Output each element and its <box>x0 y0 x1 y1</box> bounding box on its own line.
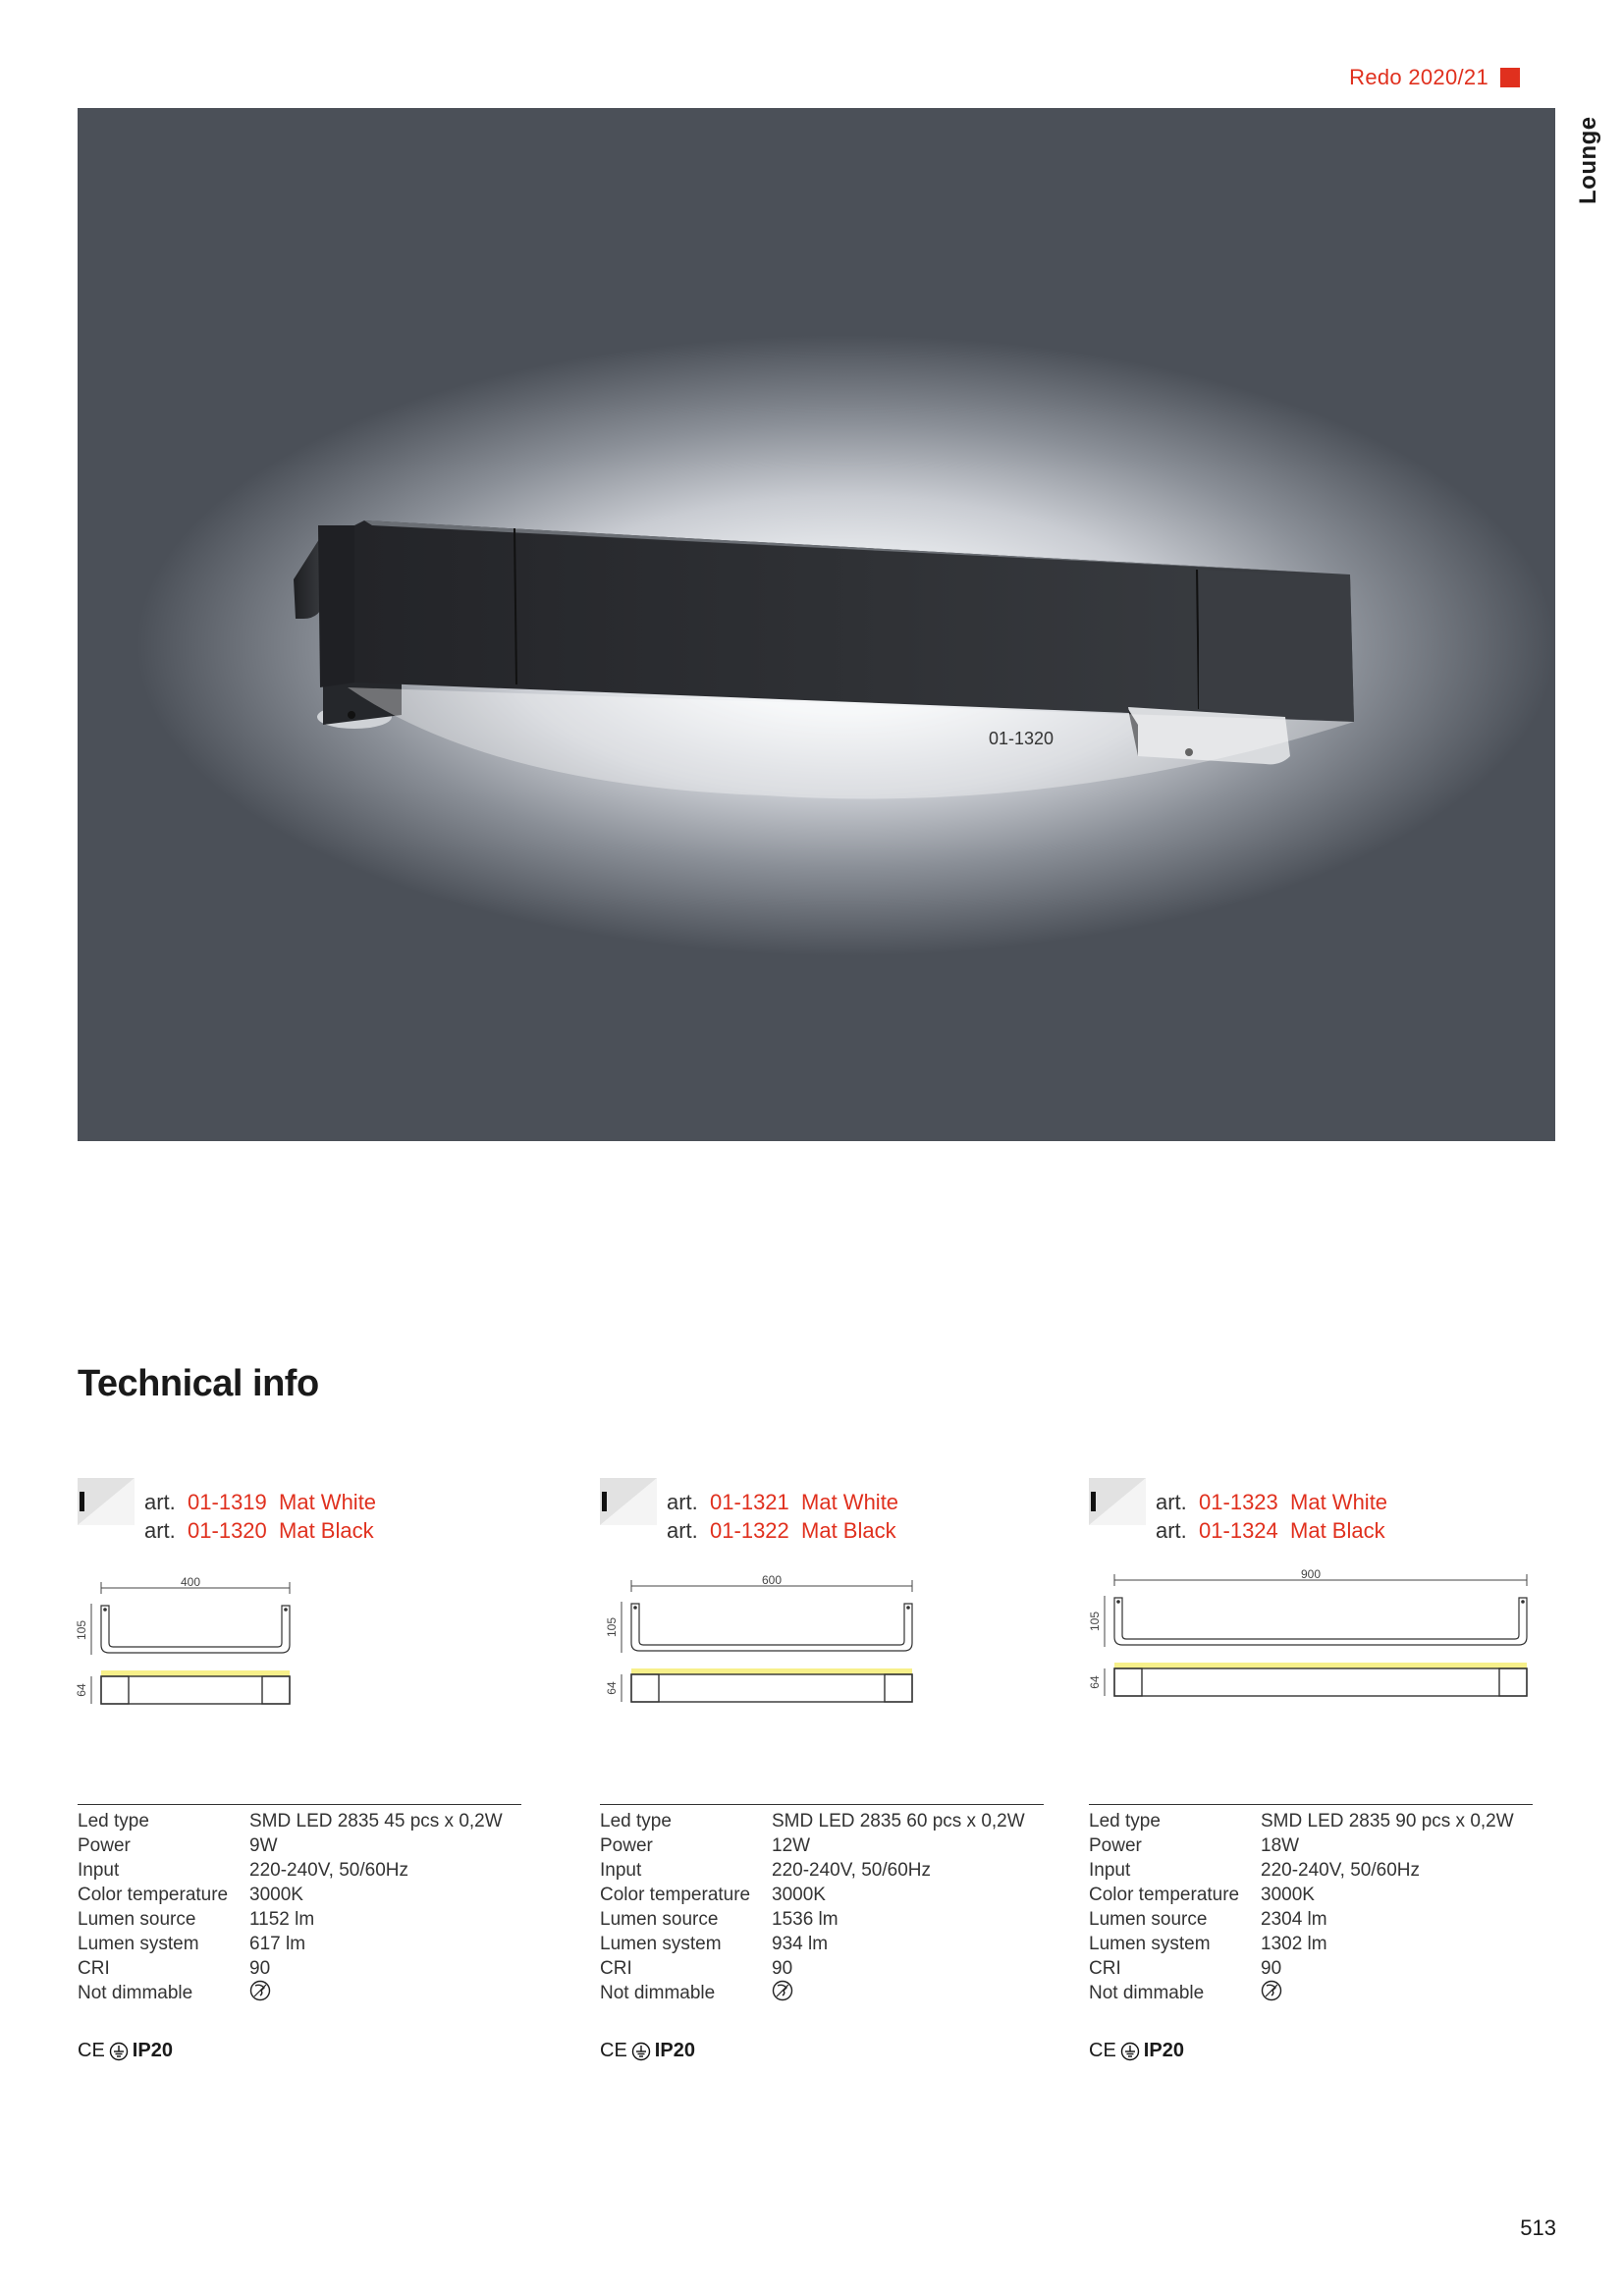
spec-value: SMD LED 2835 60 pcs x 0,2W <box>772 1810 1025 1831</box>
spec-value: 1302 lm <box>1261 1933 1327 1954</box>
spec-value: SMD LED 2835 45 pcs x 0,2W <box>249 1810 503 1831</box>
lamp-illustration <box>78 108 1555 1141</box>
brand-label: Redo 2020/21 <box>1349 65 1488 89</box>
spec-label: Not dimmable <box>1089 1982 1205 2003</box>
section-title: Technical info <box>78 1363 319 1404</box>
spec-label: Power <box>600 1834 653 1856</box>
spec-label: CRI <box>78 1957 110 1979</box>
article-finish: Mat White <box>1290 1490 1388 1514</box>
article-finish: Mat White <box>801 1490 899 1514</box>
spec-label: Lumen source <box>600 1908 719 1930</box>
finish-swatch-icon <box>1089 1478 1146 1525</box>
spec-value: 18W <box>1261 1834 1300 1856</box>
spec-row <box>600 1981 1044 2005</box>
spec-row <box>1089 1956 1533 1981</box>
dim-width: 600 <box>761 1573 783 1587</box>
spec-row <box>78 1833 521 1858</box>
spec-label: Lumen system <box>1089 1933 1211 1954</box>
dim-height: 105 <box>605 1616 619 1638</box>
spec-value: 220-240V, 50/60Hz <box>249 1859 408 1881</box>
certification-marks <box>600 2040 695 2062</box>
spec-row <box>78 1956 521 1981</box>
article-code: 01-1319 <box>188 1490 267 1514</box>
dim-height: 105 <box>1088 1611 1102 1632</box>
spec-label: Not dimmable <box>78 1982 193 2003</box>
spec-label: Led type <box>600 1810 672 1831</box>
spec-row <box>78 1981 521 2005</box>
spec-label: Color temperature <box>78 1884 229 1905</box>
dim-width: 900 <box>1300 1567 1322 1581</box>
spec-row <box>1089 1907 1533 1932</box>
spec-value: 9W <box>249 1834 278 1856</box>
spec-table <box>78 1804 521 2005</box>
dim-width: 400 <box>180 1575 201 1589</box>
spec-value: 90 <box>249 1957 271 1979</box>
ip-rating: IP20 <box>1143 2040 1184 2061</box>
spec-label: Input <box>600 1859 642 1881</box>
article-line <box>144 1516 376 1545</box>
spec-table <box>600 1804 1044 2005</box>
spec-label: Not dimmable <box>600 1982 716 2003</box>
article-line <box>667 1488 898 1516</box>
spec-label: Lumen source <box>1089 1908 1208 1930</box>
article-finish: Mat Black <box>801 1518 896 1543</box>
dimension-drawing <box>600 1573 924 1723</box>
product-photo <box>78 108 1555 1141</box>
spec-value: 934 lm <box>772 1933 829 1954</box>
spec-value: 1152 lm <box>249 1908 315 1930</box>
spec-label: Lumen source <box>78 1908 196 1930</box>
spec-row <box>1089 1858 1533 1883</box>
spec-value: 3000K <box>249 1884 303 1905</box>
dimension-drawing <box>1089 1568 1541 1716</box>
article-prefix: art. <box>1156 1518 1187 1543</box>
dim-depth: 64 <box>75 1683 88 1697</box>
article-prefix: art. <box>667 1518 698 1543</box>
spec-row <box>78 1858 521 1883</box>
article-code: 01-1320 <box>188 1518 267 1543</box>
spec-table <box>1089 1804 1533 2005</box>
class-i-earth-icon <box>109 2042 129 2061</box>
spec-label: Led type <box>1089 1810 1161 1831</box>
article-prefix: art. <box>1156 1490 1187 1514</box>
spec-value: 1536 lm <box>772 1908 839 1930</box>
spec-label: Color temperature <box>600 1884 751 1905</box>
spec-row <box>78 1932 521 1956</box>
spec-row <box>1089 1981 1533 2005</box>
spec-row <box>78 1907 521 1932</box>
not-dimmable-icon <box>1261 1980 1533 2007</box>
spec-row <box>1089 1809 1533 1833</box>
article-finish: Mat Black <box>1290 1518 1385 1543</box>
spec-value: 617 lm <box>249 1933 306 1954</box>
finish-swatch-icon <box>78 1478 135 1525</box>
spec-value: 220-240V, 50/60Hz <box>1261 1859 1420 1881</box>
dimension-drawing <box>75 1575 333 1723</box>
spec-value: SMD LED 2835 90 pcs x 0,2W <box>1261 1810 1514 1831</box>
spec-label: Lumen system <box>600 1933 722 1954</box>
spec-row <box>600 1932 1044 1956</box>
spec-label: Power <box>78 1834 131 1856</box>
certification-marks <box>1089 2040 1184 2062</box>
spec-row <box>1089 1932 1533 1956</box>
spec-value: 90 <box>772 1957 793 1979</box>
spec-value: 90 <box>1261 1957 1282 1979</box>
spec-value: 220-240V, 50/60Hz <box>772 1859 931 1881</box>
spec-row <box>600 1858 1044 1883</box>
spec-row <box>600 1907 1044 1932</box>
spec-value: 2304 lm <box>1261 1908 1327 1930</box>
spec-row <box>600 1956 1044 1981</box>
article-code: 01-1321 <box>710 1490 789 1514</box>
ip-rating: IP20 <box>654 2040 695 2061</box>
dim-height: 105 <box>75 1619 88 1641</box>
spec-label: CRI <box>600 1957 632 1979</box>
spec-row <box>1089 1883 1533 1907</box>
spec-row <box>78 1883 521 1907</box>
spec-value: 3000K <box>772 1884 826 1905</box>
header-brand <box>1349 65 1520 90</box>
ip-rating: IP20 <box>132 2040 173 2061</box>
class-i-earth-icon <box>1120 2042 1140 2061</box>
article-code: 01-1323 <box>1199 1490 1278 1514</box>
class-i-earth-icon <box>631 2042 651 2061</box>
article-finish: Mat Black <box>279 1518 374 1543</box>
article-code: 01-1324 <box>1199 1518 1278 1543</box>
article-finish: Mat White <box>279 1490 377 1514</box>
spec-row <box>1089 1833 1533 1858</box>
photo-caption: 01-1320 <box>989 729 1055 748</box>
brand-square-icon <box>1500 68 1520 87</box>
article-line <box>1156 1488 1387 1516</box>
spec-label: Input <box>1089 1859 1131 1881</box>
spec-label: CRI <box>1089 1957 1121 1979</box>
spec-row <box>600 1809 1044 1833</box>
article-line <box>144 1488 376 1516</box>
ce-mark-icon: CE <box>78 2040 105 2061</box>
spec-row <box>78 1809 521 1833</box>
ce-mark-icon: CE <box>600 2040 627 2061</box>
not-dimmable-icon <box>249 1980 521 2007</box>
spec-label: Led type <box>78 1810 149 1831</box>
spec-row <box>600 1883 1044 1907</box>
ce-mark-icon: CE <box>1089 2040 1116 2061</box>
spec-label: Color temperature <box>1089 1884 1240 1905</box>
article-prefix: art. <box>667 1490 698 1514</box>
not-dimmable-icon <box>772 1980 1044 2007</box>
certification-marks <box>78 2040 173 2062</box>
article-prefix: art. <box>144 1518 176 1543</box>
spec-label: Input <box>78 1859 120 1881</box>
spec-row <box>600 1833 1044 1858</box>
spec-value: 12W <box>772 1834 811 1856</box>
dim-depth: 64 <box>605 1681 619 1695</box>
article-line <box>667 1516 898 1545</box>
dim-depth: 64 <box>1088 1675 1102 1689</box>
article-code: 01-1322 <box>710 1518 789 1543</box>
page-number: 513 <box>1520 2215 1556 2240</box>
spec-value: 3000K <box>1261 1884 1315 1905</box>
article-line <box>1156 1516 1387 1545</box>
finish-swatch-icon <box>600 1478 657 1525</box>
article-prefix: art. <box>144 1490 176 1514</box>
spec-label: Power <box>1089 1834 1142 1856</box>
category-label: Lounge <box>1575 116 1601 204</box>
spec-label: Lumen system <box>78 1933 199 1954</box>
